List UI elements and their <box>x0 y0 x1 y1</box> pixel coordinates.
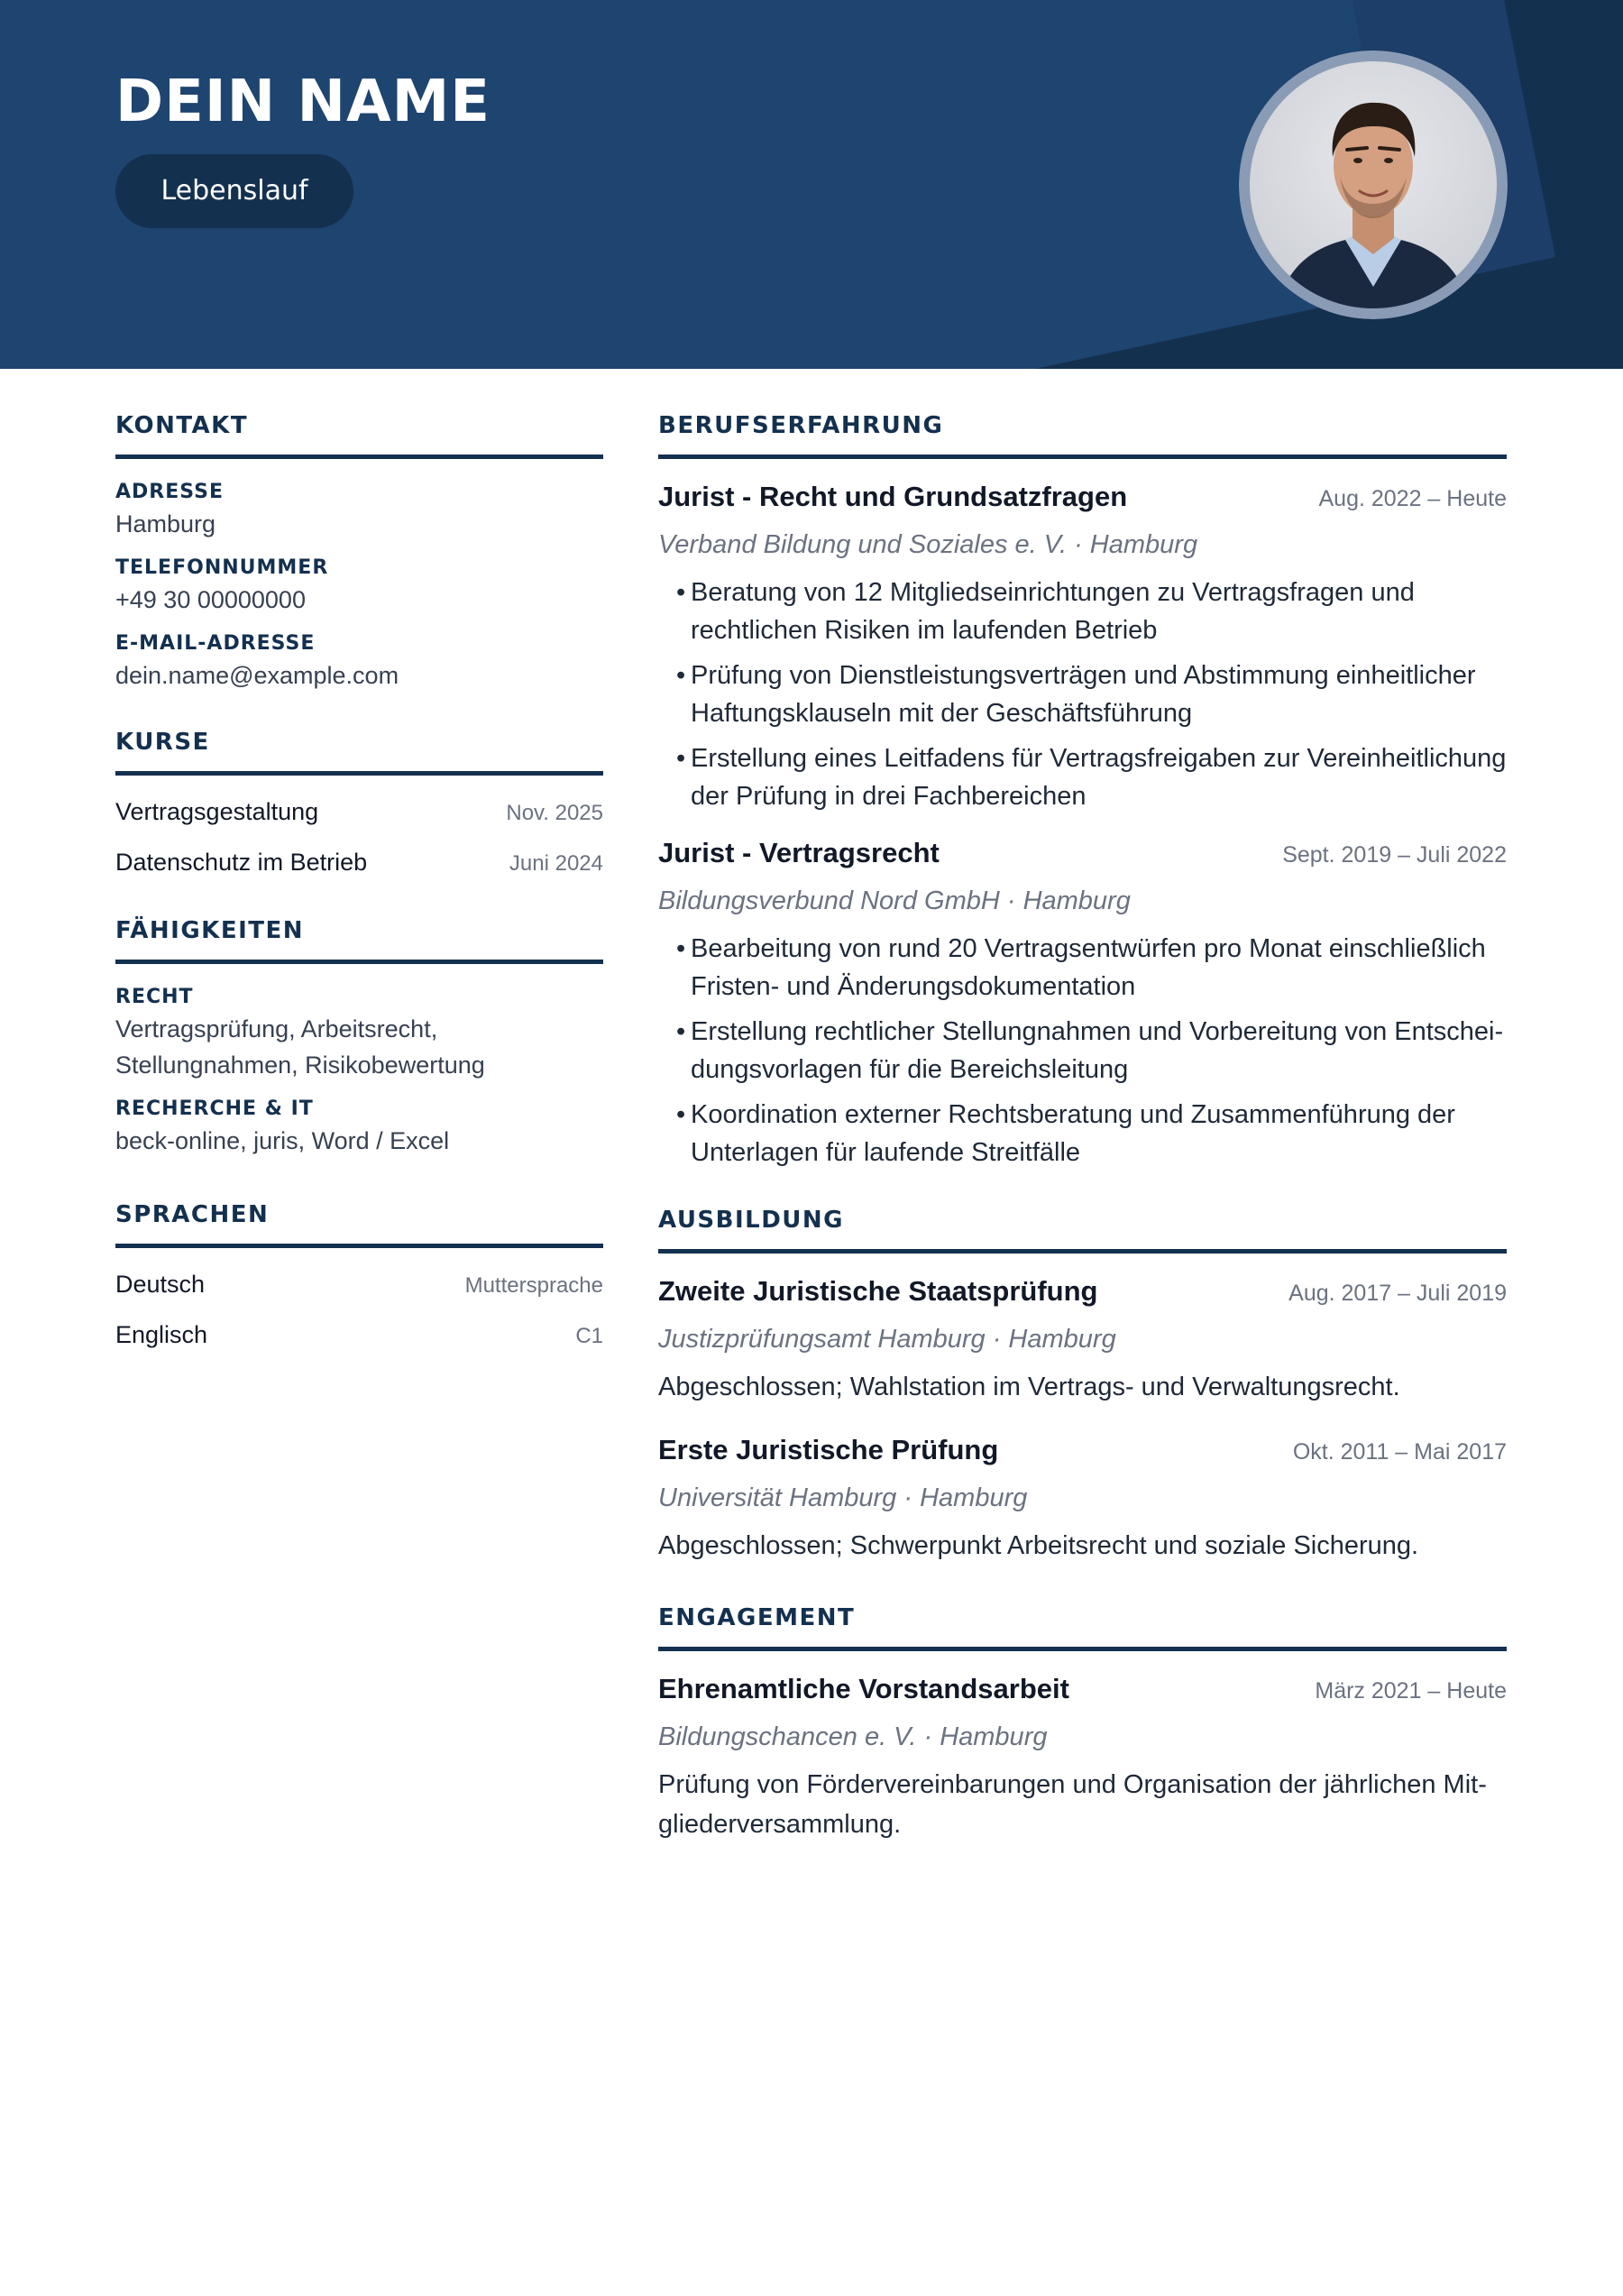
entry-date: Aug. 2022 – Heute <box>1318 486 1507 511</box>
language-level: C1 <box>575 1324 603 1348</box>
course-item <box>115 837 603 887</box>
engagement-section <box>658 1602 1507 1844</box>
contact-label: TELEFONNUMMER <box>115 556 329 579</box>
contact-label: ADRESSE <box>115 481 224 503</box>
contact-label: E-MAIL-ADRESSE <box>115 632 316 655</box>
entry-description: Abgeschlossen; Wahlstation im Vertrags- und Verwaltungsrecht. <box>658 1373 1400 1401</box>
entry-date: Sept. 2019 – Juli 2022 <box>1282 842 1507 868</box>
section-title-sprachen: SPRACHEN <box>115 1201 270 1228</box>
languages-section <box>115 1199 603 1360</box>
header-banner <box>0 0 1623 369</box>
contact-section <box>115 409 603 693</box>
bullet-item: • Koordination externer Rechtsberatung und Zusammenführung der Unterlagen für laufende Streitfälle <box>658 1096 1507 1171</box>
courses-section <box>115 726 603 887</box>
entry-organization: Justizprüfungsamt Hamburg · Hamburg <box>658 1325 1116 1354</box>
bullet-item: • Bearbeitung von rund 20 Vertragsentwürfen pro Monat einschließlich Fristen- und Änderungsdokumentation <box>658 930 1507 1006</box>
skill-group-line: Vertragsprüfung, Arbeitsrecht, <box>115 1015 438 1042</box>
language-name: Deutsch <box>115 1271 206 1298</box>
entry-title: Erste Juristische Prüfung <box>658 1434 999 1465</box>
section-divider <box>658 1647 1507 1651</box>
bullet-item: • Prüfung von Dienstleistungsverträgen und Abstimmung einheitlicher Haftungsklauseln mit der Geschäftsführung <box>658 657 1507 732</box>
entry-title: Ehrenamtliche Vorstandsarbeit <box>658 1673 1069 1704</box>
bullet-item: • Erstellung rechtlicher Stellungnahmen und Vorbereitung von Entschei- dungsvorlagen für die Bereichsleitung <box>658 1013 1507 1088</box>
education-section <box>658 1204 1507 1566</box>
section-title-ausbildung: AUSBILDUNG <box>658 1207 845 1234</box>
entry-title: Jurist - Recht und Grundsatzfragen <box>658 481 1128 512</box>
entry-date: Aug. 2017 – Juli 2019 <box>1288 1281 1507 1306</box>
entry-organization: Bildungschancen e. V. · Hamburg <box>658 1722 1048 1751</box>
document-type-badge: Lebenslauf <box>115 154 353 228</box>
course-date: Juni 2024 <box>509 851 603 876</box>
skill-group-label: RECHERCHE & IT <box>115 1097 314 1120</box>
experience-entry <box>658 477 1507 815</box>
entry-description: Abgeschlossen; Schwerpunkt Arbeitsrecht und soziale Sicherung. <box>658 1531 1419 1560</box>
language-item <box>115 1309 603 1360</box>
language-name: Englisch <box>115 1321 208 1348</box>
contact-value: +49 30 00000000 <box>115 586 306 613</box>
contact-item-address <box>115 479 603 542</box>
experience-section <box>658 409 1507 1171</box>
section-title-berufserfahrung: BERUFSERFAHRUNG <box>658 412 944 439</box>
course-date: Nov. 2025 <box>506 801 603 825</box>
bullet-item: • Erstellung eines Leitfadens für Vertragsfreigaben zur Vereinheitlichung der Prüfung in drei Fachbereichen <box>658 739 1507 815</box>
skills-section <box>115 914 603 1159</box>
section-divider <box>115 960 603 964</box>
education-entry <box>658 1272 1507 1407</box>
entry-organization: Verband Bildung und Soziales e. V. · Hamburg <box>658 530 1198 559</box>
skill-group-recht <box>115 984 603 1083</box>
bullet-item: • Beratung von 12 Mitgliedseinrichtungen zu Vertragsfragen und rechtlichen Risiken im laufenden Betrieb <box>658 574 1507 649</box>
entry-organization: Universität Hamburg · Hamburg <box>658 1483 1028 1512</box>
contact-value: Hamburg <box>115 510 216 537</box>
education-entry <box>658 1430 1507 1566</box>
course-name: Datenschutz im Betrieb <box>115 849 368 876</box>
section-divider <box>115 455 603 459</box>
skill-group-line: Stellungnahmen, Risikobewertung <box>115 1052 485 1079</box>
contact-item-email <box>115 630 603 693</box>
course-item <box>115 786 603 837</box>
section-divider <box>115 771 603 776</box>
section-divider <box>115 1244 603 1248</box>
main-content <box>658 409 1507 1844</box>
skill-group-recherche <box>115 1096 603 1159</box>
entry-bullets <box>658 574 1507 815</box>
section-title-kurse: KURSE <box>115 729 210 756</box>
language-item <box>115 1259 603 1309</box>
entry-bullets <box>658 930 1507 1171</box>
entry-date: März 2021 – Heute <box>1315 1678 1507 1704</box>
skill-group-label: RECHT <box>115 986 194 1008</box>
entry-description: Prüfung von Fördervereinbarungen und Organisation der jährlichen Mit- gliederversammlung. <box>658 1770 1487 1839</box>
section-title-engagement: ENGAGEMENT <box>658 1604 856 1631</box>
experience-entry <box>658 833 1507 1171</box>
entry-date: Okt. 2011 – Mai 2017 <box>1292 1439 1507 1465</box>
profile-photo <box>1239 51 1508 319</box>
entry-title: Jurist - Vertragsrecht <box>658 837 940 868</box>
section-divider <box>658 455 1507 459</box>
engagement-entry <box>658 1669 1507 1844</box>
entry-title: Zweite Juristische Staatsprüfung <box>658 1275 1098 1307</box>
candidate-name: DEIN NAME <box>115 69 491 135</box>
entry-organization: Bildungsverbund Nord GmbH · Hamburg <box>658 886 1131 915</box>
skill-group-line: beck-online, juris, Word / Excel <box>115 1127 450 1154</box>
course-name: Vertragsgestaltung <box>115 798 319 825</box>
sidebar <box>115 409 603 1360</box>
contact-item-phone <box>115 555 603 618</box>
section-title-kontakt: KONTAKT <box>115 412 249 439</box>
contact-value: dein.name@example.com <box>115 662 399 689</box>
section-title-faehigkeiten: FÄHIGKEITEN <box>115 917 305 944</box>
section-divider <box>658 1249 1507 1254</box>
language-level: Muttersprache <box>464 1273 603 1298</box>
